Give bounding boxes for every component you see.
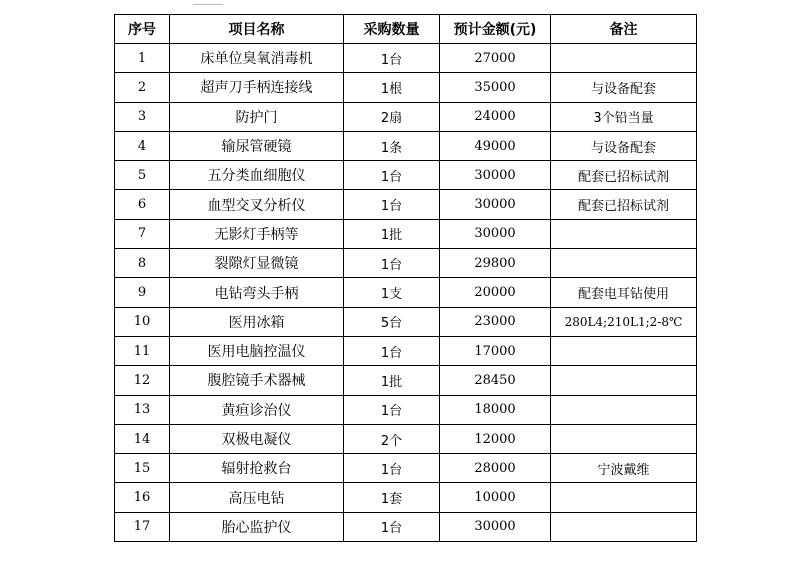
cell-remarks — [551, 219, 697, 248]
cell-item-name: 裂隙灯显微镜 — [170, 249, 344, 278]
cell-serial-number: 7 — [115, 219, 170, 248]
table-row — [115, 278, 697, 307]
cell-estimated-amount: 10000 — [440, 483, 551, 512]
cell-quantity: 1台 — [344, 44, 440, 73]
cell-serial-number: 13 — [115, 395, 170, 424]
cell-estimated-amount: 28450 — [440, 366, 551, 395]
cell-serial-number: 17 — [115, 512, 170, 541]
cell-quantity: 5台 — [344, 307, 440, 336]
cell-remarks — [551, 249, 697, 278]
cell-quantity: 1台 — [344, 249, 440, 278]
cell-quantity: 1台 — [344, 190, 440, 219]
cell-item-name: 床单位臭氧消毒机 — [170, 44, 344, 73]
cell-quantity: 1批 — [344, 366, 440, 395]
cell-estimated-amount: 30000 — [440, 190, 551, 219]
cell-estimated-amount: 24000 — [440, 102, 551, 131]
cell-quantity: 1根 — [344, 73, 440, 102]
cell-remarks: 280L4;210L1;2-8℃ — [551, 307, 697, 336]
table-row — [115, 102, 697, 131]
cell-estimated-amount: 30000 — [440, 161, 551, 190]
cell-item-name: 无影灯手柄等 — [170, 219, 344, 248]
cell-quantity: 2扇 — [344, 102, 440, 131]
top-edge-fragment — [193, 0, 223, 5]
table-row — [115, 131, 697, 160]
header-serial-number: 序号 — [115, 15, 170, 44]
cell-serial-number: 16 — [115, 483, 170, 512]
table-row — [115, 190, 697, 219]
table-row — [115, 161, 697, 190]
cell-item-name: 胎心监护仪 — [170, 512, 344, 541]
cell-remarks: 与设备配套 — [551, 73, 697, 102]
table-row — [115, 73, 697, 102]
cell-quantity: 1条 — [344, 131, 440, 160]
cell-remarks: 配套电耳钻使用 — [551, 278, 697, 307]
cell-quantity: 1批 — [344, 219, 440, 248]
cell-quantity: 1台 — [344, 161, 440, 190]
header-quantity: 采购数量 — [344, 15, 440, 44]
table-row — [115, 249, 697, 278]
cell-estimated-amount: 23000 — [440, 307, 551, 336]
cell-remarks: 配套已招标试剂 — [551, 190, 697, 219]
procurement-table-container — [114, 14, 697, 542]
cell-remarks — [551, 424, 697, 453]
cell-item-name: 超声刀手柄连接线 — [170, 73, 344, 102]
table-body — [115, 44, 697, 542]
cell-remarks: 宁波戴维 — [551, 454, 697, 483]
cell-remarks — [551, 366, 697, 395]
table-row — [115, 44, 697, 73]
cell-remarks: 配套已招标试剂 — [551, 161, 697, 190]
header-remarks: 备注 — [551, 15, 697, 44]
cell-estimated-amount: 29800 — [440, 249, 551, 278]
cell-item-name: 五分类血细胞仪 — [170, 161, 344, 190]
table-row — [115, 395, 697, 424]
cell-estimated-amount: 17000 — [440, 336, 551, 365]
table-row — [115, 424, 697, 453]
table-row — [115, 512, 697, 541]
cell-estimated-amount: 20000 — [440, 278, 551, 307]
cell-estimated-amount: 30000 — [440, 219, 551, 248]
cell-serial-number: 15 — [115, 454, 170, 483]
cell-item-name: 辐射抢救台 — [170, 454, 344, 483]
cell-item-name: 血型交叉分析仪 — [170, 190, 344, 219]
cell-quantity: 1台 — [344, 454, 440, 483]
cell-item-name: 黄疸诊治仪 — [170, 395, 344, 424]
cell-serial-number: 6 — [115, 190, 170, 219]
cell-item-name: 电钻弯头手柄 — [170, 278, 344, 307]
cell-remarks: 与设备配套 — [551, 131, 697, 160]
cell-serial-number: 8 — [115, 249, 170, 278]
cell-item-name: 医用电脑控温仪 — [170, 336, 344, 365]
table-row — [115, 219, 697, 248]
cell-item-name: 腹腔镜手术器械 — [170, 366, 344, 395]
cell-estimated-amount: 28000 — [440, 454, 551, 483]
table-row — [115, 336, 697, 365]
cell-serial-number: 11 — [115, 336, 170, 365]
cell-serial-number: 14 — [115, 424, 170, 453]
cell-item-name: 医用冰箱 — [170, 307, 344, 336]
cell-item-name: 高压电钻 — [170, 483, 344, 512]
cell-estimated-amount: 30000 — [440, 512, 551, 541]
cell-serial-number: 10 — [115, 307, 170, 336]
cell-serial-number: 9 — [115, 278, 170, 307]
cell-serial-number: 1 — [115, 44, 170, 73]
cell-remarks — [551, 512, 697, 541]
cell-quantity: 2个 — [344, 424, 440, 453]
cell-estimated-amount: 49000 — [440, 131, 551, 160]
cell-quantity: 1支 — [344, 278, 440, 307]
cell-estimated-amount: 35000 — [440, 73, 551, 102]
cell-estimated-amount: 18000 — [440, 395, 551, 424]
cell-quantity: 1台 — [344, 336, 440, 365]
table-row — [115, 366, 697, 395]
header-item-name: 项目名称 — [170, 15, 344, 44]
header-estimated-amount: 预计金额(元) — [440, 15, 551, 44]
cell-serial-number: 3 — [115, 102, 170, 131]
table-row — [115, 307, 697, 336]
cell-estimated-amount: 12000 — [440, 424, 551, 453]
cell-remarks: 3个铅当量 — [551, 102, 697, 131]
table-header-row — [115, 15, 697, 44]
cell-remarks — [551, 336, 697, 365]
cell-item-name: 防护门 — [170, 102, 344, 131]
cell-serial-number: 2 — [115, 73, 170, 102]
cell-quantity: 1台 — [344, 395, 440, 424]
cell-serial-number: 5 — [115, 161, 170, 190]
cell-quantity: 1台 — [344, 512, 440, 541]
cell-item-name: 输尿管硬镜 — [170, 131, 344, 160]
procurement-table — [114, 14, 697, 542]
cell-remarks — [551, 483, 697, 512]
cell-quantity: 1套 — [344, 483, 440, 512]
cell-serial-number: 4 — [115, 131, 170, 160]
cell-remarks — [551, 44, 697, 73]
table-row — [115, 483, 697, 512]
cell-serial-number: 12 — [115, 366, 170, 395]
cell-remarks — [551, 395, 697, 424]
cell-estimated-amount: 27000 — [440, 44, 551, 73]
cell-item-name: 双极电凝仪 — [170, 424, 344, 453]
table-row — [115, 454, 697, 483]
